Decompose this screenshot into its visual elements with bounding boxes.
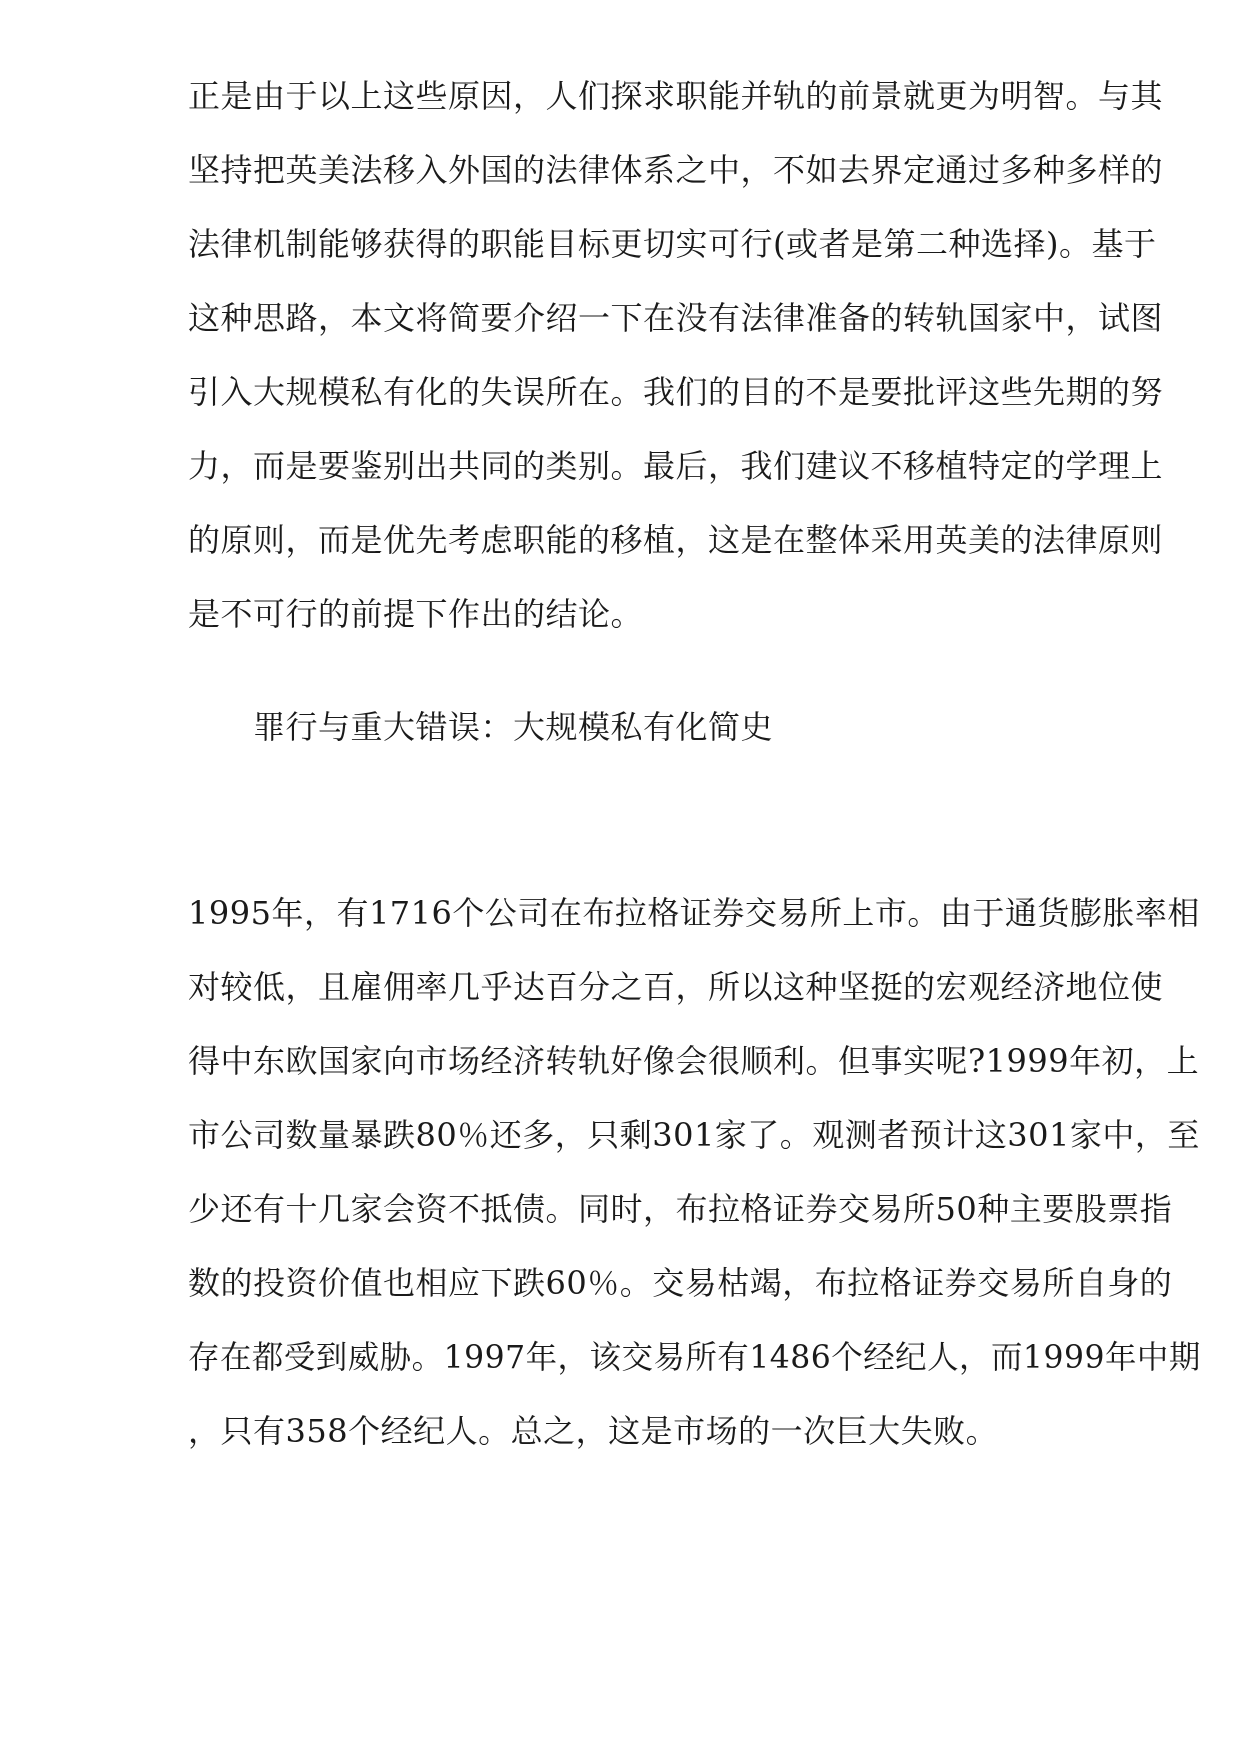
paragraph-line: 法律机制能够获得的职能目标更切实可行(或者是第二种选择)。基于 [188,225,1157,263]
paragraph-line: 是不可行的前提下作出的结论。 [188,595,644,633]
paragraph-line: 坚持把英美法移入外国的法律体系之中，不如去界定通过多种多样的 [188,151,1164,189]
paragraph-line: 力，而是要鉴别出共同的类别。最后，我们建议不移植特定的学理上 [188,447,1164,485]
section-heading: 罪行与重大错误：大规模私有化简史 [253,708,774,746]
paragraph-line: 市公司数量暴跌80％还多，只剩301家了。观测者预计这301家中，至 [188,1116,1200,1154]
paragraph-line: 存在都受到威胁。1997年，该交易所有1486个经纪人，而1999年中期 [188,1338,1201,1376]
paragraph-line: 少还有十几家会资不抵债。同时，布拉格证券交易所50种主要股票指 [188,1190,1173,1228]
paragraph-line: 的原则，而是优先考虑职能的移植，这是在整体采用英美的法律原则 [188,521,1164,559]
paragraph-line: 对较低，且雇佣率几乎达百分之百，所以这种坚挺的宏观经济地位使 [188,968,1164,1006]
paragraph-line: 得中东欧国家向市场经济转轨好像会很顺利。但事实呢?1999年初，上 [188,1042,1200,1080]
paragraph-line: 1995年，有1716个公司在布拉格证券交易所上市。由于通货膨胀率相 [188,894,1200,932]
paragraph-line: 引入大规模私有化的失误所在。我们的目的不是要批评这些先期的努 [188,373,1164,411]
paragraph-line: 这种思路，本文将简要介绍一下在没有法律准备的转轨国家中，试图 [188,299,1164,337]
paragraph-line: 数的投资价值也相应下跌60％。交易枯竭，布拉格证券交易所自身的 [188,1264,1173,1302]
paragraph-line: 正是由于以上这些原因，人们探求职能并轨的前景就更为明智。与其 [188,77,1164,115]
paragraph-line: ，只有358个经纪人。总之，这是市场的一次巨大失败。 [188,1412,999,1450]
